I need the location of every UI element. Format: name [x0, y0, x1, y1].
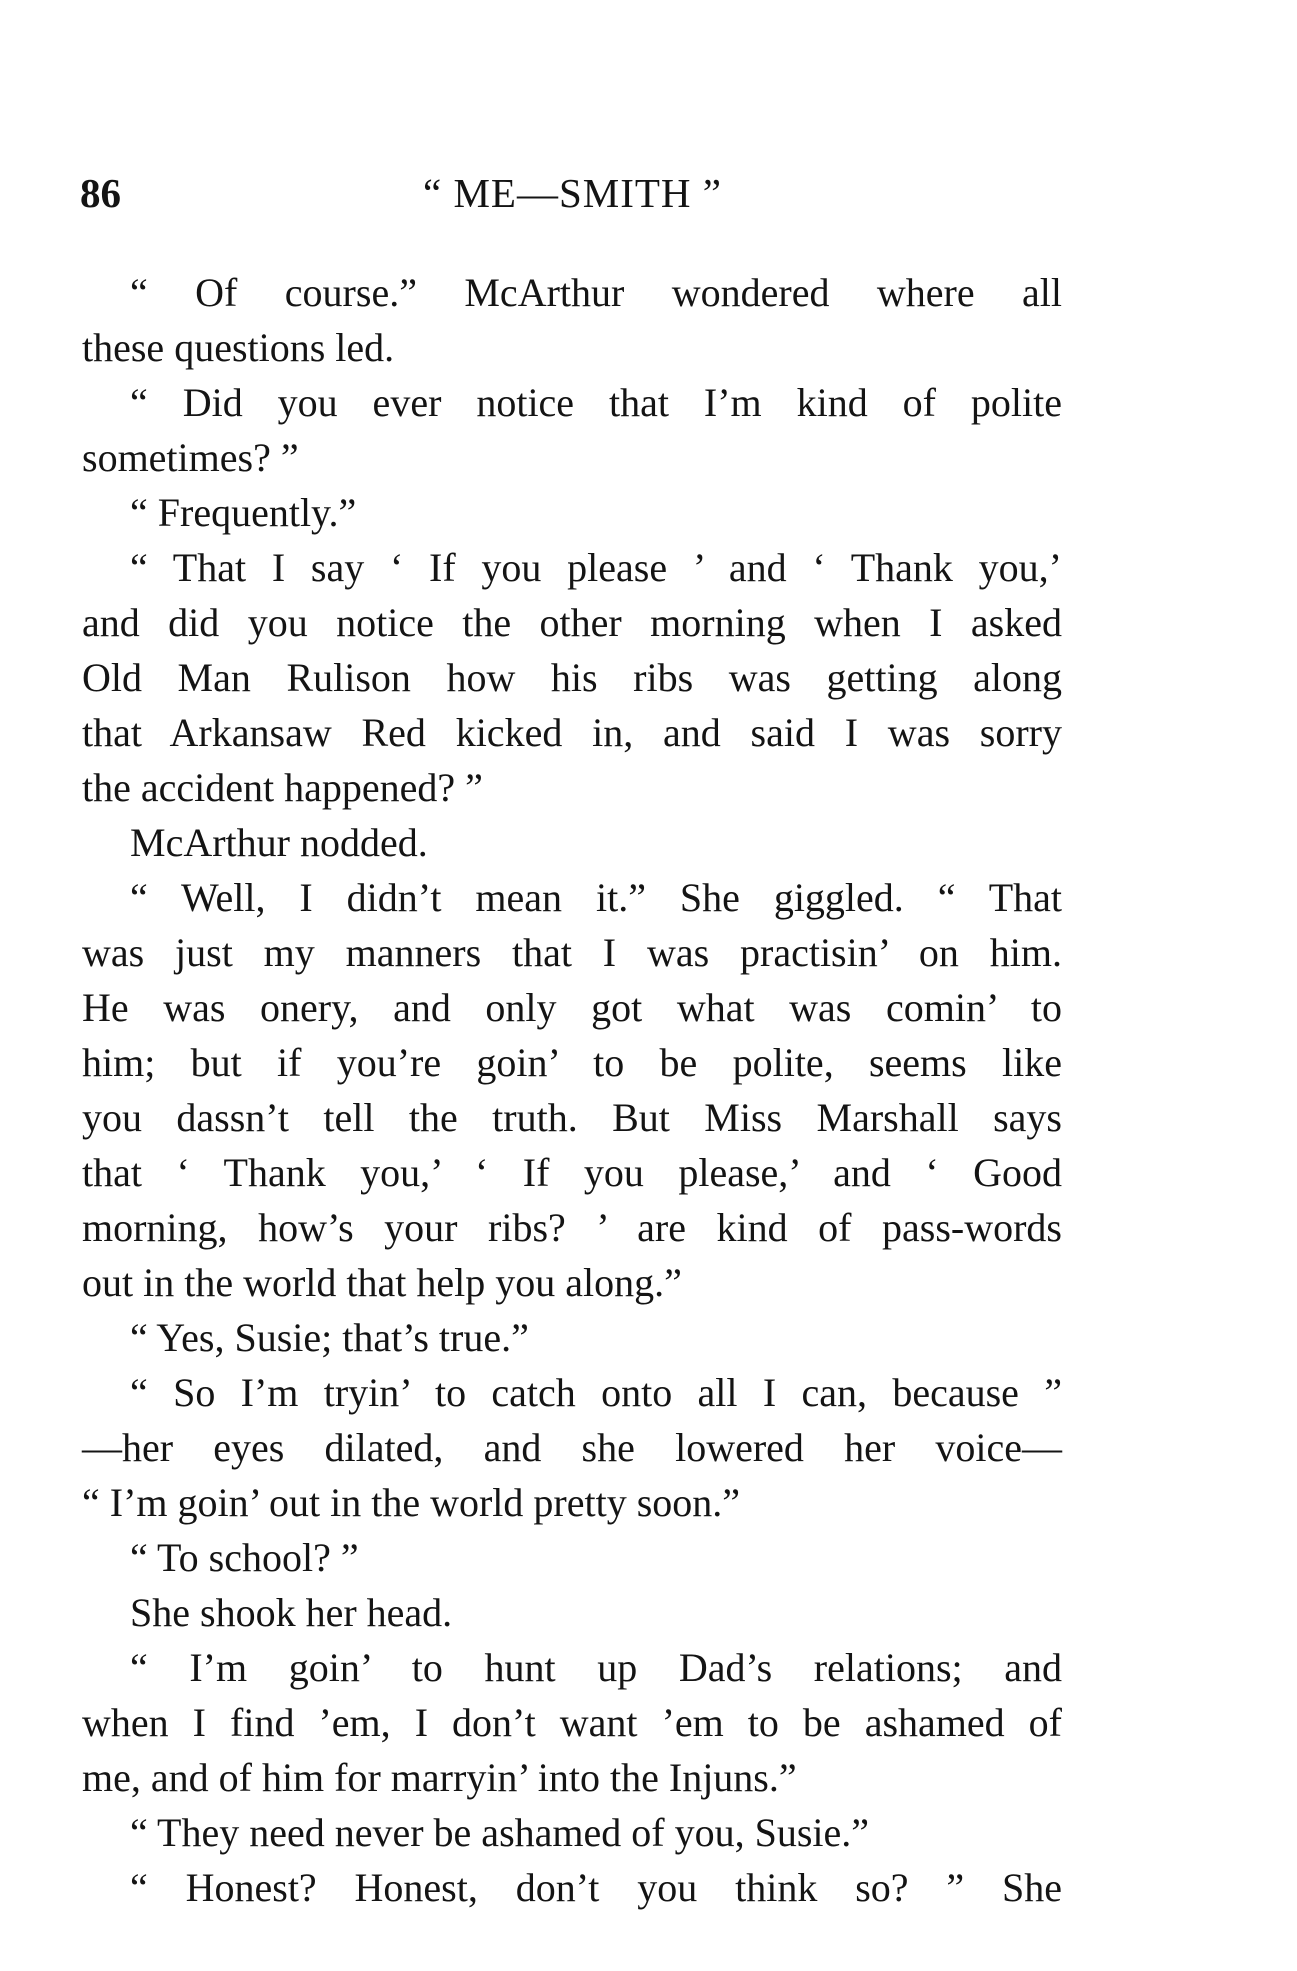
text-line: He was onery, and only got what was comin’ to	[82, 985, 1062, 1030]
text-line: “ I’m goin’ out in the world pretty soon.”	[82, 1480, 741, 1525]
text-line: morning, how’s your ribs? ’ are kind of pass-words	[82, 1205, 1062, 1250]
paragraph	[82, 870, 1062, 1310]
text-line: these questions led.	[82, 325, 395, 370]
text-line: “ I’m goin’ to hunt up Dad’s relations; and	[130, 1645, 1062, 1690]
text-line: me, and of him for marryin’ into the Injuns.”	[82, 1755, 797, 1800]
paragraph	[82, 1640, 1062, 1805]
text-line: “ Yes, Susie; that’s true.”	[130, 1315, 529, 1360]
text-line: “ That I say ‘ If you please ’ and ‘ Thank you,’	[130, 545, 1062, 590]
text-line: She shook her head.	[130, 1590, 453, 1635]
text-line: that Arkansaw Red kicked in, and said I was sorry	[82, 710, 1062, 755]
text-line: that ‘ Thank you,’ ‘ If you please,’ and ‘ Good	[82, 1150, 1062, 1195]
paragraph	[82, 1860, 1062, 1915]
paragraph	[82, 1585, 1062, 1640]
text-line: “ Honest? Honest, don’t you think so? ” She	[130, 1865, 1062, 1910]
text-line: out in the world that help you along.”	[82, 1260, 682, 1305]
paragraph	[82, 1530, 1062, 1585]
text-line: “ So I’m tryin’ to catch onto all I can, because ”	[130, 1370, 1062, 1415]
page-header	[80, 168, 1065, 218]
body-text	[82, 265, 1062, 1915]
paragraph	[82, 1310, 1062, 1365]
text-line: —her eyes dilated, and she lowered her voice—	[82, 1425, 1062, 1470]
text-line: “ Did you ever notice that I’m kind of polite	[130, 380, 1062, 425]
text-line: sometimes? ”	[82, 435, 299, 480]
text-line: “ Frequently.”	[130, 490, 357, 535]
paragraph	[82, 265, 1062, 375]
text-line: McArthur nodded.	[130, 820, 428, 865]
paragraph	[82, 1805, 1062, 1860]
text-line: was just my manners that I was practisin’ on him.	[82, 930, 1062, 975]
page-number: 86	[80, 170, 121, 216]
text-line: “ To school? ”	[130, 1535, 359, 1580]
text-line: “ Well, I didn’t mean it.” She giggled. “ That	[130, 875, 1062, 920]
paragraph	[82, 540, 1062, 815]
text-line: and did you notice the other morning when I asked	[82, 600, 1062, 645]
running-title: “ ME—SMITH ”	[423, 170, 722, 216]
paragraph	[82, 815, 1062, 870]
text-line: “ Of course.” McArthur wondered where all	[130, 270, 1062, 315]
paragraph	[82, 1365, 1062, 1530]
paragraph	[82, 375, 1062, 485]
paragraph	[82, 485, 1062, 540]
text-line: Old Man Rulison how his ribs was getting along	[82, 655, 1062, 700]
text-line: when I find ’em, I don’t want ’em to be ashamed of	[82, 1700, 1062, 1745]
text-line: him; but if you’re goin’ to be polite, seems like	[82, 1040, 1062, 1085]
text-line: “ They need never be ashamed of you, Susie.”	[130, 1810, 870, 1855]
text-line: the accident happened? ”	[82, 765, 483, 810]
text-line: you dassn’t tell the truth. But Miss Marshall says	[82, 1095, 1062, 1140]
